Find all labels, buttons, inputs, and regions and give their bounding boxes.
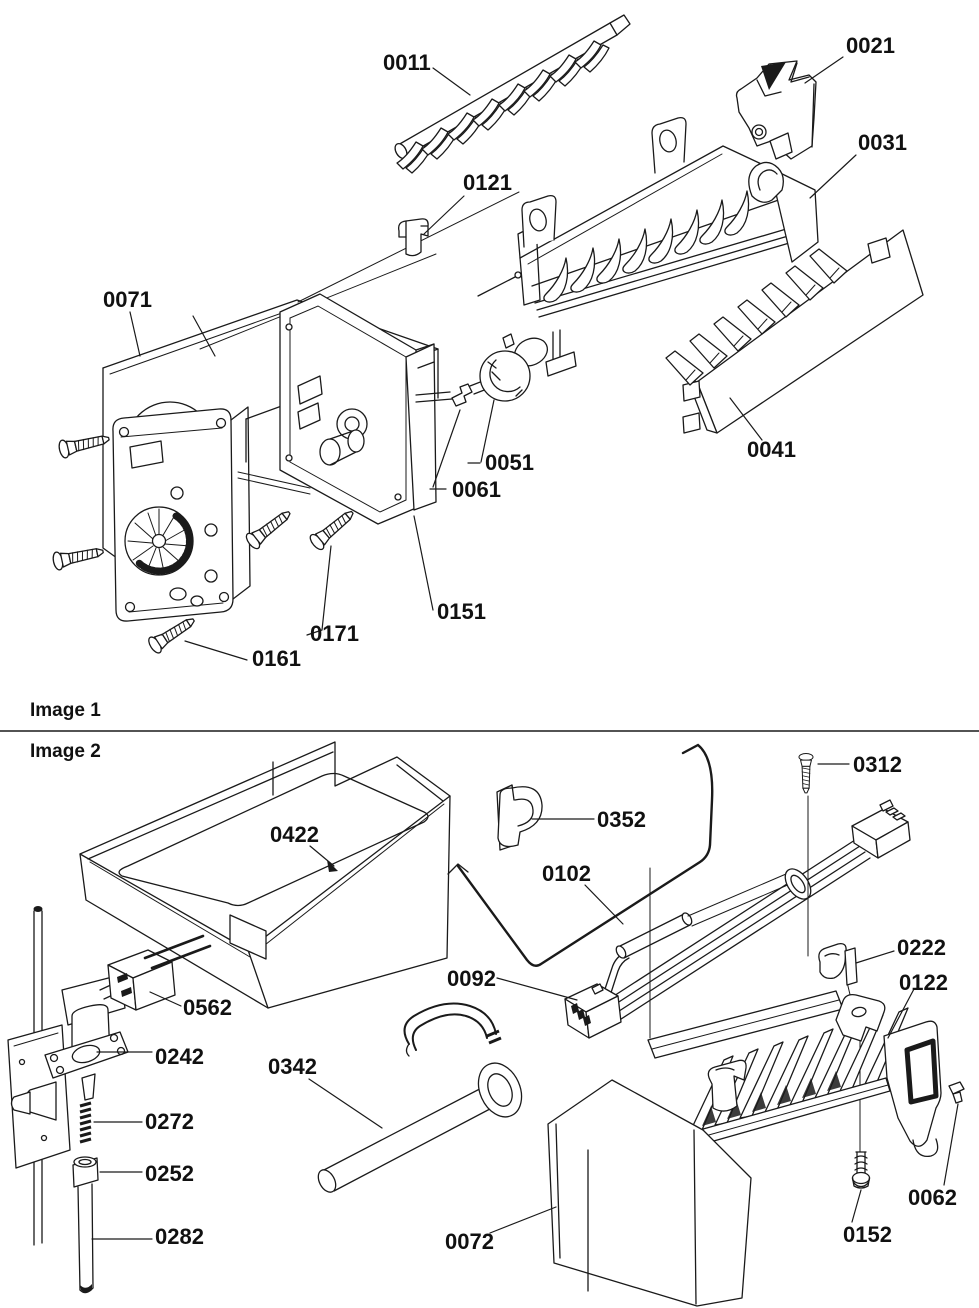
drive-gear-fan bbox=[125, 507, 193, 575]
callout-0282: 0282 bbox=[155, 1224, 204, 1249]
leader-0222 bbox=[856, 951, 894, 963]
leader-0152 bbox=[852, 1190, 861, 1222]
leader-0342 bbox=[309, 1079, 382, 1128]
part-0342-water-tube bbox=[315, 1004, 530, 1196]
callout-0222: 0222 bbox=[897, 935, 946, 960]
callout-0352: 0352 bbox=[597, 807, 646, 832]
callout-0041: 0041 bbox=[747, 437, 796, 462]
part-0051-coupler bbox=[416, 333, 552, 406]
screw-icon bbox=[244, 506, 295, 551]
part-0272-spring bbox=[80, 1103, 91, 1142]
part-0312-screw bbox=[799, 753, 813, 792]
leader-0071 bbox=[130, 312, 215, 356]
callout-0021: 0021 bbox=[846, 33, 895, 58]
part-0021-fill-cup bbox=[737, 61, 817, 159]
callout-0272: 0272 bbox=[145, 1109, 194, 1134]
harness-connector-bottom bbox=[565, 984, 621, 1038]
section-title-image1: Image 1 bbox=[30, 700, 101, 721]
part-0122-ice-chute bbox=[884, 1021, 941, 1156]
part-0152-screw bbox=[853, 1152, 870, 1188]
callout-0071: 0071 bbox=[103, 287, 152, 312]
screw-icon bbox=[52, 543, 105, 571]
leader-0102 bbox=[585, 885, 623, 924]
callout-0011: 0011 bbox=[383, 50, 431, 75]
callout-0102: 0102 bbox=[542, 861, 591, 886]
image2-exploded-view bbox=[8, 742, 964, 1306]
callout-0562: 0562 bbox=[183, 995, 232, 1020]
callout-0252: 0252 bbox=[145, 1161, 194, 1186]
callout-0051: 0051 bbox=[485, 450, 534, 475]
leader-0092 bbox=[497, 978, 577, 1000]
callout-0031: 0031 bbox=[858, 130, 907, 155]
section-title-image2: Image 2 bbox=[30, 741, 101, 762]
part-0151-drive-module bbox=[238, 294, 436, 524]
leader-0011 bbox=[433, 68, 470, 95]
part-0352-clamp-clip bbox=[497, 785, 542, 850]
image1-exploded-view bbox=[52, 15, 923, 671]
callout-0242: 0242 bbox=[155, 1044, 204, 1069]
part-0102-fill-tube bbox=[448, 745, 712, 966]
callout-0121: 0121 bbox=[463, 170, 512, 195]
callout-0161: 0161 bbox=[252, 646, 301, 671]
part-0282-fill-tube-stem bbox=[78, 1184, 93, 1293]
harness-connector-top bbox=[852, 800, 910, 858]
valve-mounting-plate bbox=[8, 1025, 70, 1168]
part-0062-screw bbox=[949, 1082, 964, 1103]
leader-0121 bbox=[424, 196, 464, 234]
callout-0062: 0062 bbox=[908, 1185, 957, 1210]
leader-0072 bbox=[490, 1207, 556, 1233]
part-0252-nut bbox=[73, 1157, 98, 1187]
callout-0312: 0312 bbox=[853, 752, 902, 777]
callout-0122: 0122 bbox=[899, 970, 948, 995]
leader-0021 bbox=[805, 57, 843, 83]
callout-0342: 0342 bbox=[268, 1054, 317, 1079]
callout-0422: 0422 bbox=[270, 822, 319, 847]
leader-0062 bbox=[944, 1104, 958, 1185]
callout-0072: 0072 bbox=[445, 1229, 494, 1254]
callout-0092: 0092 bbox=[447, 966, 496, 991]
callout-0151: 0151 bbox=[437, 599, 486, 624]
callout-0061: 0061 bbox=[452, 477, 501, 502]
leader-0031 bbox=[810, 155, 856, 198]
leader-0161 bbox=[185, 641, 247, 660]
part-0171-screw bbox=[308, 506, 358, 552]
part-0222-clip bbox=[819, 944, 857, 985]
part-0011-ejector-auger bbox=[393, 15, 630, 173]
leader-0151 bbox=[414, 516, 433, 610]
callout-0171: 0171 bbox=[310, 621, 359, 646]
mounting-bracket-right bbox=[836, 995, 885, 1041]
callout-0152: 0152 bbox=[843, 1222, 892, 1247]
